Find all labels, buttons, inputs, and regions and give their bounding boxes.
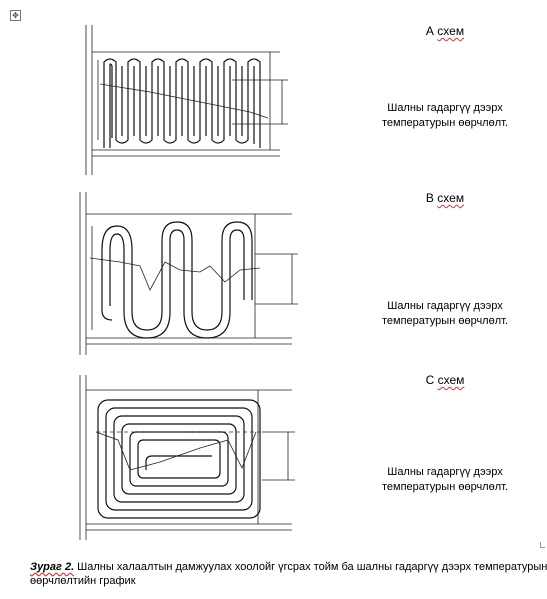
page-corner-mark bbox=[540, 542, 545, 548]
table-move-handle-icon[interactable]: ✥ bbox=[10, 10, 21, 21]
scheme-a-title: А схем bbox=[425, 24, 465, 38]
scheme-c-title: С схем bbox=[425, 373, 465, 387]
caption-text: Шалны халаалтын дамжуулах хоолойг үгсрах тойм ба шалны гадаргүү дээрх температурын өөрчлөлтийн график bbox=[30, 561, 547, 587]
figure-caption bbox=[30, 560, 547, 588]
scheme-a-description: Шалны гадаргүү дээрх температурын өөрчлөлт. bbox=[381, 102, 509, 129]
scheme-b-diagram bbox=[80, 192, 298, 355]
scheme-c-diagram bbox=[80, 375, 295, 540]
scheme-b-description: Шалны гадаргүү дээрх температурын өөрчлөлт. bbox=[381, 300, 509, 327]
scheme-b-title: В схем bbox=[425, 191, 465, 205]
caption-label: Зураг 2. bbox=[30, 561, 75, 573]
scheme-a-diagram bbox=[86, 25, 288, 175]
scheme-c-description: Шалны гадаргүү дээрх температурын өөрчлөлт. bbox=[381, 466, 509, 493]
